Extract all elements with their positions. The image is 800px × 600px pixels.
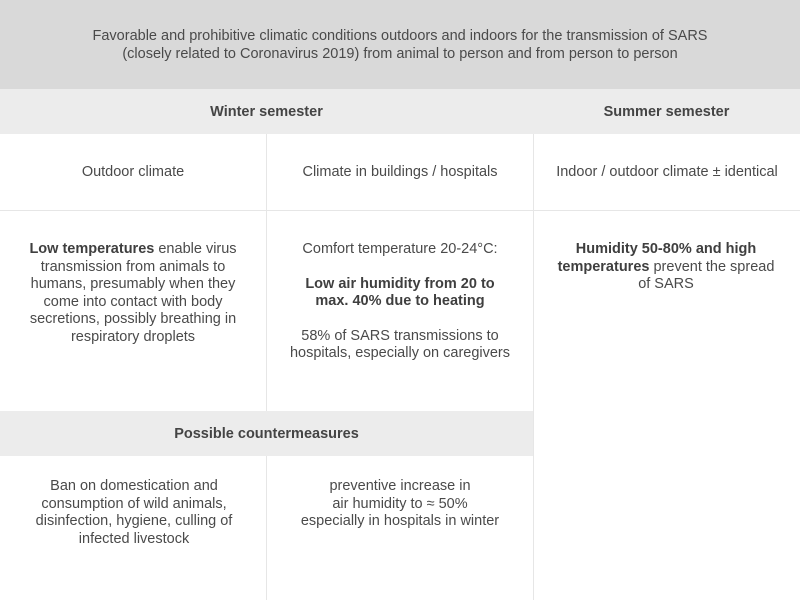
indoor-outdoor-climate-header	[534, 134, 800, 210]
countermeasures-label: Possible countermeasures	[174, 425, 359, 442]
winter-outdoor-text	[22, 241, 244, 347]
countermeasures-buildings-text	[282, 478, 518, 531]
humidity-high-temp-emphasis: Humidity 50-80% and high temperatures	[557, 241, 757, 275]
summer-text	[550, 241, 782, 294]
winter-semester-header	[0, 89, 533, 134]
title-line-1: Favorable and prohibitive climatic conditions outdoors and indoors for the transmission of SARS	[92, 27, 708, 44]
outdoor-climate-header	[0, 134, 266, 210]
title-line-2: (closely related to Coronavirus 2019) from animal to person and from person to person	[122, 45, 678, 62]
page-title	[0, 0, 800, 89]
divider-col-1-lower	[266, 456, 267, 600]
divider-row-1	[0, 210, 800, 211]
winter-outdoor-description: enable virus transmission from animals to humans, presumably when they come into contact with body secretions, possibly breathing in respiratory droplets	[29, 241, 237, 345]
low-humidity-emphasis: Low air humidity from 20 to max. 40% due to heating	[305, 275, 495, 310]
countermeasures-header	[0, 411, 533, 456]
sars-transmissions-text: 58% of SARS transmissions to hospitals, especially on caregivers	[289, 327, 511, 362]
comfort-temperature-text: Comfort temperature 20-24°C:	[302, 241, 498, 257]
summer-description: prevent the spread of SARS	[638, 258, 775, 293]
buildings-climate-header	[267, 134, 533, 210]
summer-semester-label: Summer semester	[603, 103, 730, 120]
countermeasures-outdoor-text	[28, 478, 240, 548]
countermeasures-buildings-line-1: preventive increase in	[329, 478, 471, 494]
indoor-outdoor-climate-label: Indoor / outdoor climate ± identical	[556, 164, 778, 180]
winter-buildings-text	[282, 241, 518, 363]
outdoor-climate-label: Outdoor climate	[81, 164, 185, 180]
countermeasures-buildings-line-3: especially in hospitals in winter	[300, 513, 500, 530]
summer-semester-header	[533, 89, 800, 134]
countermeasures-buildings-line-2: air humidity to ≈ 50%	[332, 495, 468, 512]
countermeasures-outdoor-description: Ban on domestication and consumption of wild animals, disinfection, hygiene, culling of infected livestock	[35, 478, 233, 547]
low-temperatures-emphasis: Low temperatures	[29, 241, 155, 257]
winter-semester-label: Winter semester	[210, 103, 323, 120]
buildings-climate-label: Climate in buildings / hospitals	[302, 164, 498, 180]
